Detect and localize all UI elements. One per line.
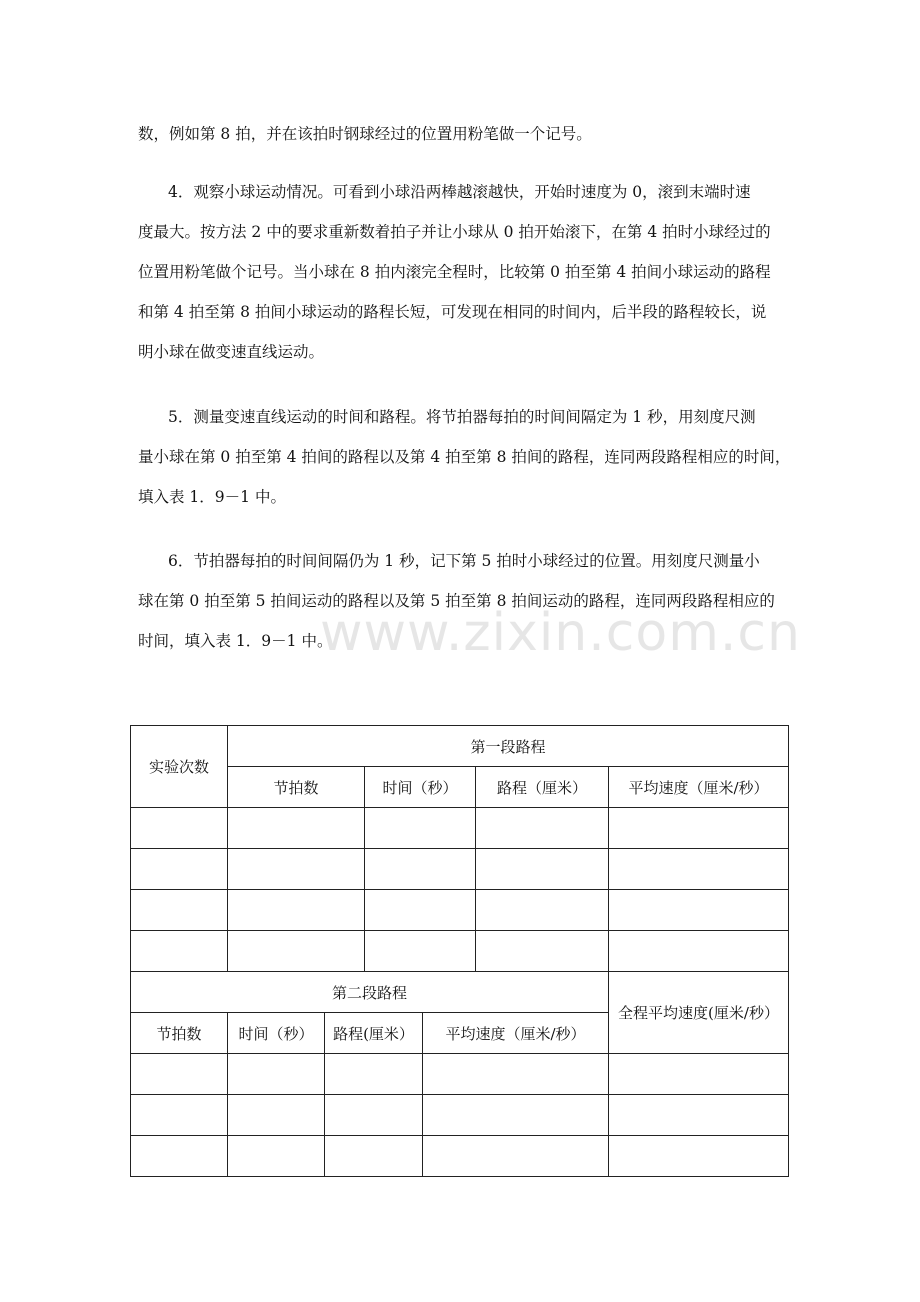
seg2-beats-header: 节拍数 — [131, 1013, 228, 1054]
table-cell — [609, 1054, 789, 1095]
table-cell — [609, 849, 789, 890]
text-line: 5．测量变速直线运动的时间和路程。将节拍器每拍的时间间隔定为 1 秒，用刻度尺测 — [168, 408, 756, 426]
table-cell — [228, 849, 365, 890]
table-row — [131, 931, 789, 972]
table-cell — [365, 849, 476, 890]
table-cell — [325, 1095, 423, 1136]
text-line: 4．观察小球运动情况。可看到小球沿两棒越滚越快，开始时速度为 0，滚到末端时速 — [168, 183, 751, 201]
table-row — [131, 849, 789, 890]
table-cell — [365, 931, 476, 972]
table-row — [131, 890, 789, 931]
text-line: 明小球在做变速直线运动。 — [138, 343, 325, 361]
text-line: 和第 4 拍至第 8 拍间小球运动的路程长短，可发现在相同的时间内，后半段的路程较长，说 — [138, 303, 767, 321]
table-cell — [131, 1054, 228, 1095]
table-header-row — [131, 726, 789, 767]
table-cell — [325, 1136, 423, 1177]
text-line: 填入表 1．9－1 中。 — [138, 488, 286, 506]
table-cell — [476, 808, 609, 849]
text-line: 数，例如第 8 拍，并在该拍时钢球经过的位置用粉笔做一个记号。 — [138, 125, 592, 143]
trial-count-header: 实验次数 — [131, 726, 228, 808]
table-cell — [228, 1095, 325, 1136]
table-cell — [325, 1054, 423, 1095]
table-cell — [423, 1095, 609, 1136]
table-cell — [609, 890, 789, 931]
text-line: 量小球在第 0 拍至第 4 拍间的路程以及第 4 拍至第 8 拍间的路程，连同两段路程相应的时间， — [138, 448, 791, 466]
table-cell — [228, 1054, 325, 1095]
segment-2-header: 第二段路程 — [131, 972, 609, 1013]
table-cell — [228, 931, 365, 972]
table-cell — [476, 931, 609, 972]
text-line: 位置用粉笔做个记号。当小球在 8 拍内滚完全程时，比较第 0 拍至第 4 拍间小球运动的路程 — [138, 263, 771, 281]
table-cell — [131, 890, 228, 931]
table-cell — [131, 1095, 228, 1136]
table-cell — [423, 1054, 609, 1095]
table-row — [131, 1136, 789, 1177]
text-line: 球在第 0 拍至第 5 拍间运动的路程以及第 5 拍至第 8 拍间运动的路程，连同两段路程相应的 — [138, 592, 775, 610]
table-cell — [609, 1095, 789, 1136]
seg1-beats-header: 节拍数 — [228, 767, 365, 808]
table-cell — [131, 931, 228, 972]
seg1-speed-header: 平均速度（厘米/秒） — [609, 767, 789, 808]
overall-speed-header: 全程平均速度(厘米/秒） — [609, 972, 789, 1054]
table-cell — [609, 931, 789, 972]
results-table — [130, 725, 789, 1177]
table-cell — [131, 808, 228, 849]
table-cell — [476, 849, 609, 890]
table-header-row — [131, 972, 789, 1013]
seg2-speed-header: 平均速度（厘米/秒） — [423, 1013, 609, 1054]
watermark: www.zixin.com.cn — [320, 603, 801, 663]
table-row — [131, 1054, 789, 1095]
text-line: 6．节拍器每拍的时间间隔仍为 1 秒，记下第 5 拍时小球经过的位置。用刻度尺测量小 — [168, 552, 760, 570]
table-cell — [609, 1136, 789, 1177]
seg2-time-header: 时间（秒） — [228, 1013, 325, 1054]
table-cell — [423, 1136, 609, 1177]
table-cell — [228, 1136, 325, 1177]
table-cell — [365, 890, 476, 931]
table-cell — [131, 849, 228, 890]
table-cell — [365, 808, 476, 849]
table-row — [131, 808, 789, 849]
seg1-distance-header: 路程（厘米） — [476, 767, 609, 808]
table-cell — [609, 808, 789, 849]
segment-1-header: 第一段路程 — [228, 726, 789, 767]
table-cell — [476, 890, 609, 931]
table-cell — [228, 890, 365, 931]
seg2-distance-header: 路程(厘米） — [325, 1013, 423, 1054]
text-line: 度最大。按方法 2 中的要求重新数着拍子并让小球从 0 拍开始滚下，在第 4 拍时小球经过的 — [138, 223, 771, 241]
table-cell — [228, 808, 365, 849]
table-row — [131, 1095, 789, 1136]
seg1-time-header: 时间（秒） — [365, 767, 476, 808]
table-subheader-row — [131, 767, 789, 808]
text-line: 时间，填入表 1．9－1 中。 — [138, 632, 333, 650]
table-cell — [131, 1136, 228, 1177]
